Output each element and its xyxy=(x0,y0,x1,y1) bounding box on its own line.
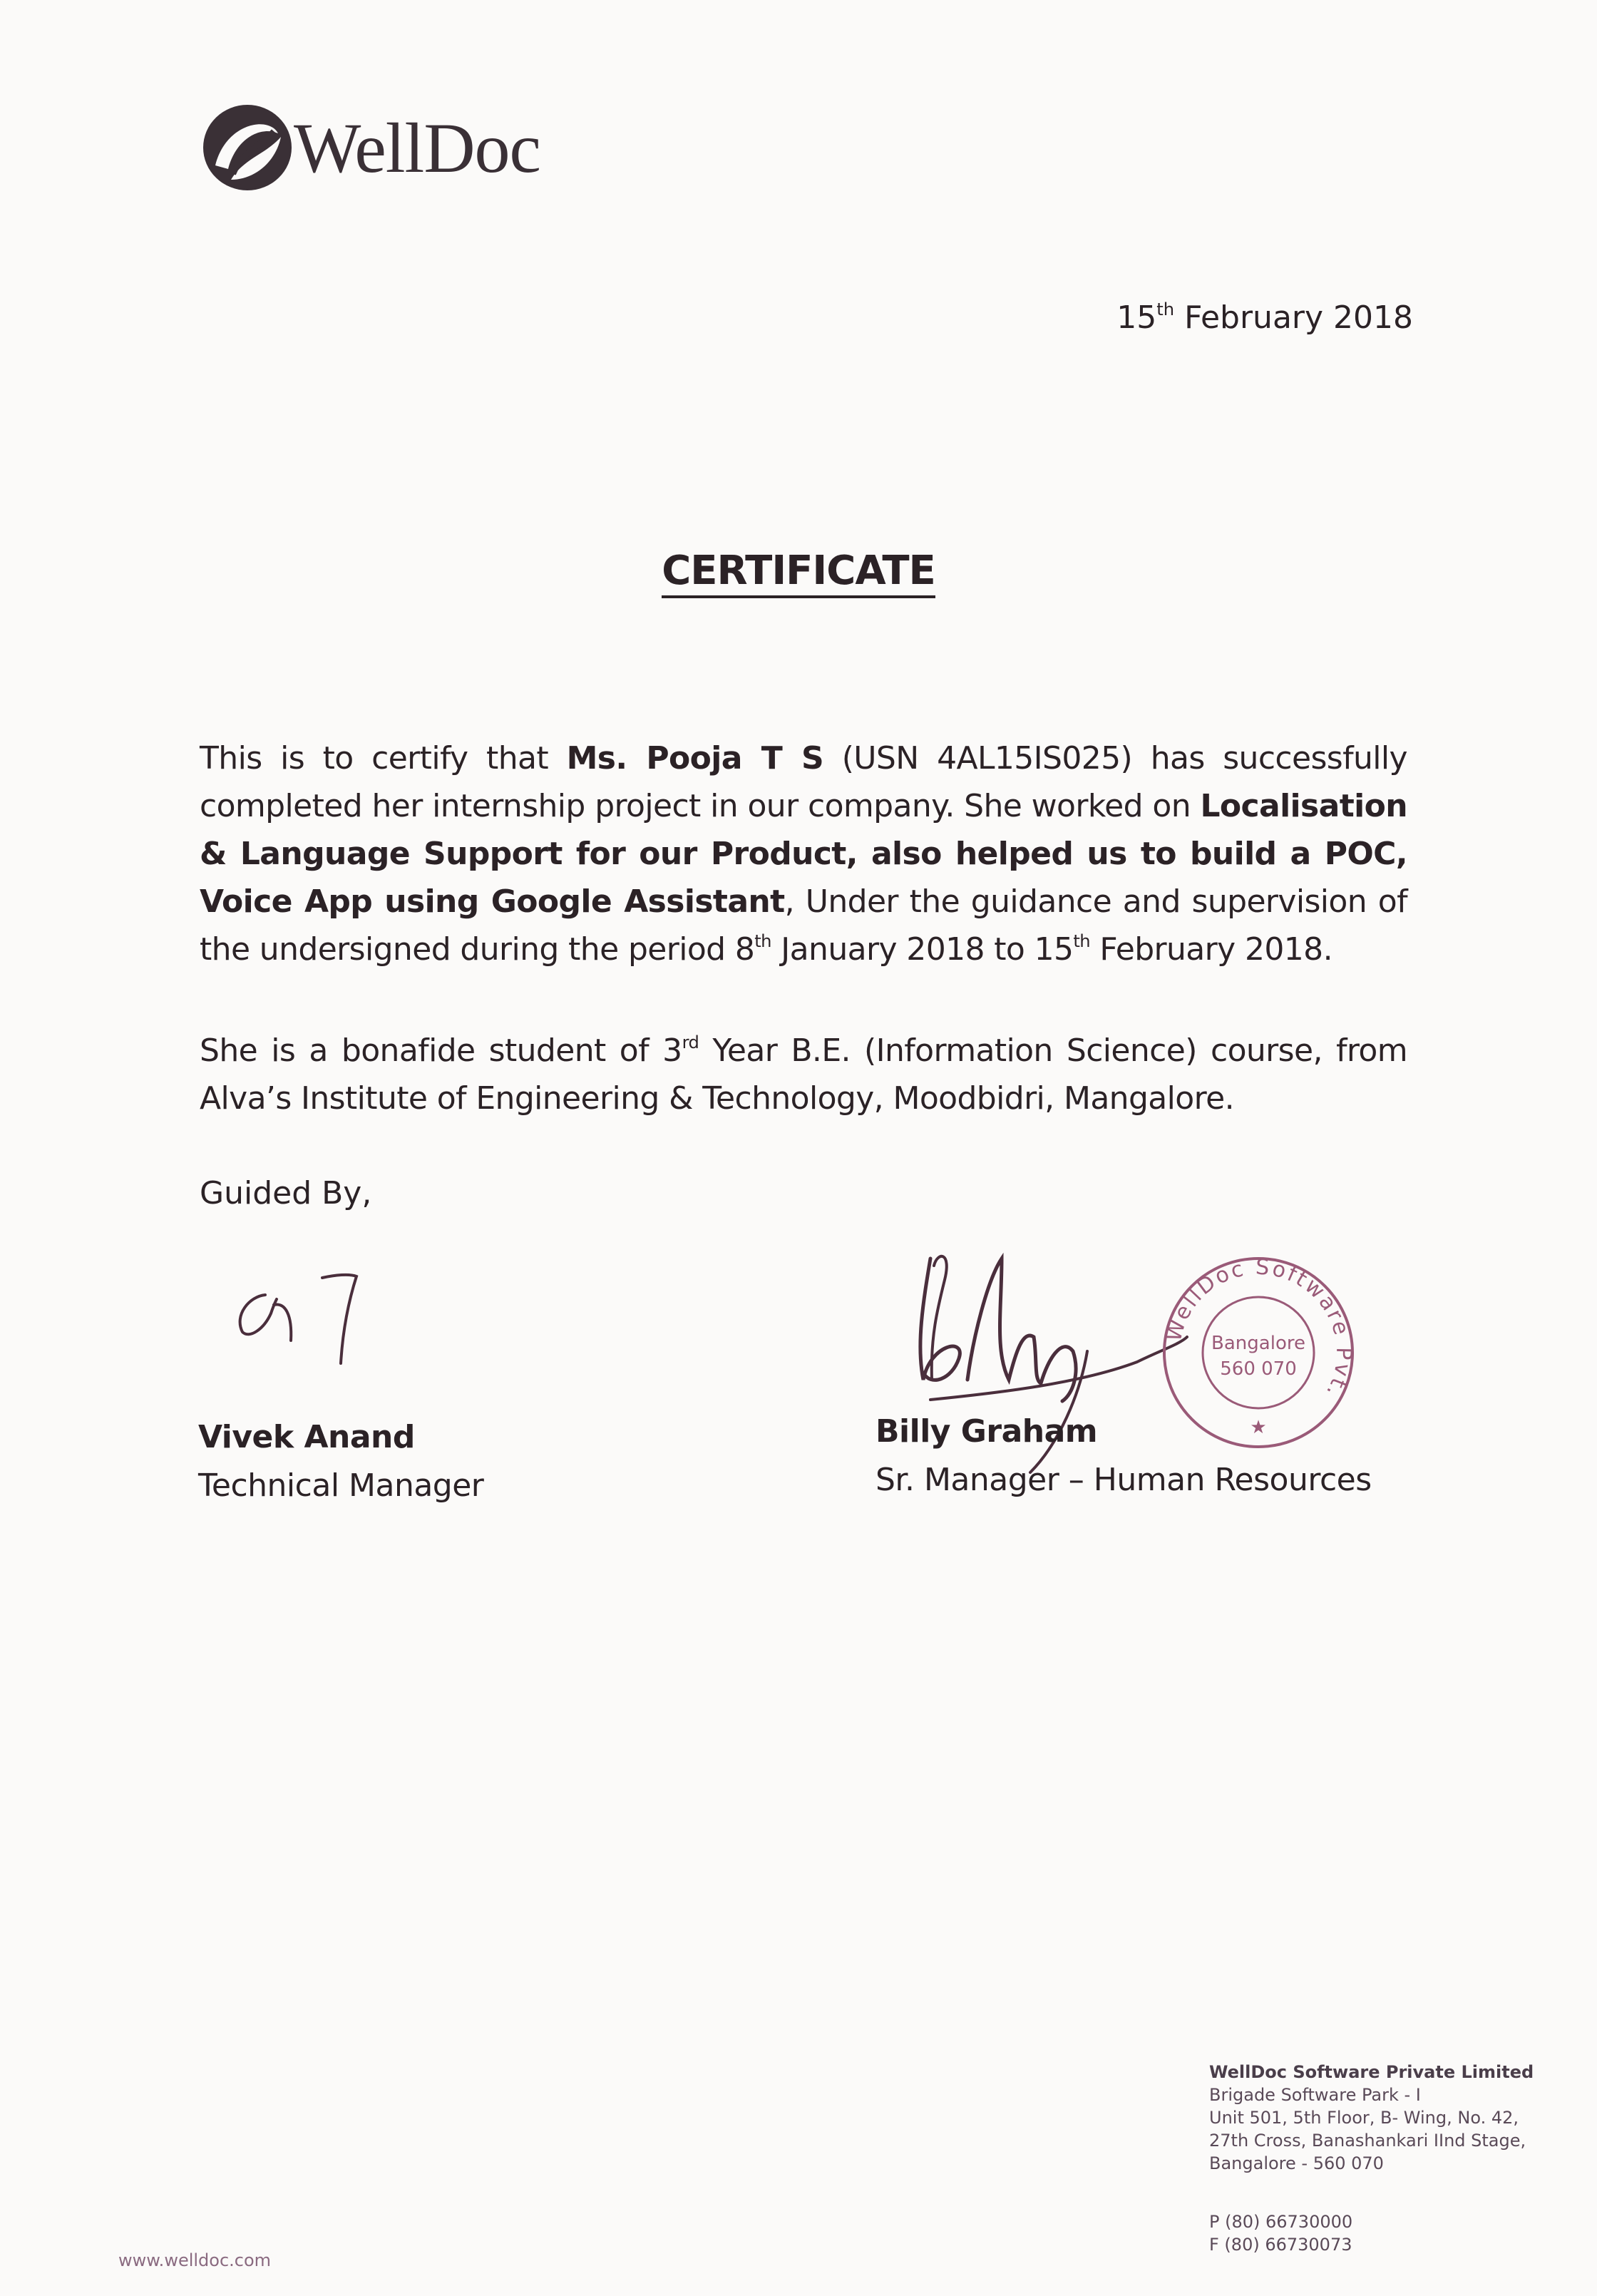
p1-text-2: (USN 4AL15IS025) has successfully completed her internship project in our company. She worked on xyxy=(200,740,1407,824)
stamp-pincode: 560 070 xyxy=(1220,1358,1297,1380)
footer-address-line: Unit 501, 5th Floor, B- Wing, No. 42, xyxy=(1209,2108,1519,2128)
company-stamp xyxy=(1155,1249,1362,1456)
welldoc-logo xyxy=(194,94,593,201)
footer-phone: P (80) 66730000 xyxy=(1209,2212,1353,2232)
welldoc-wordmark: WellDoc xyxy=(294,108,540,188)
stamp-star-icon: ★ xyxy=(1250,1417,1267,1438)
signatory-name-1: Vivek Anand xyxy=(198,1419,415,1455)
page-title xyxy=(0,548,1597,594)
date-suffix: th xyxy=(1156,299,1175,319)
footer-company-name: WellDoc Software Private Limited xyxy=(1209,2062,1534,2082)
signatory-role-1: Technical Manager xyxy=(198,1467,484,1504)
signatory-name-2: Billy Graham xyxy=(875,1413,1098,1450)
intern-name: Ms. Pooja T S xyxy=(566,740,824,777)
project-description: Localisation & Language Support for our Product, also helped us to build a POC, Voice App using Google Assistant xyxy=(200,788,1407,920)
footer-address-line: Bangalore - 560 070 xyxy=(1209,2153,1384,2173)
p1-sup-1: th xyxy=(754,931,771,951)
footer-fax: F (80) 66730073 xyxy=(1209,2235,1352,2255)
welldoc-logo-icon xyxy=(194,94,301,201)
website-link[interactable]: www.welldoc.com xyxy=(118,2250,272,2270)
p2-sup-1: rd xyxy=(682,1032,699,1052)
footer-address-line: Brigade Software Park - I xyxy=(1209,2085,1421,2105)
vivek-signature xyxy=(221,1255,406,1383)
footer-contact xyxy=(1209,2210,1352,2256)
p2-text-1: She is a bonafide student of 3 xyxy=(200,1032,682,1069)
footer-address-block xyxy=(1209,2061,1534,2175)
title-text: CERTIFICATE xyxy=(662,548,935,598)
certification-paragraph xyxy=(200,734,1407,973)
guided-by-label: Guided By, xyxy=(200,1175,372,1211)
p1-text-3: , Under the guidance and supervision of the undersigned during the period 8 xyxy=(200,883,1407,968)
p1-text-4: January 2018 to 15 xyxy=(771,931,1074,968)
p1-text-1: This is to certify that xyxy=(200,740,567,777)
letter-date xyxy=(1116,299,1413,336)
signatory-role-2: Sr. Manager – Human Resources xyxy=(875,1462,1372,1498)
p2-text-2: Year B.E. (Information Science) course, from Alva’s Institute of Engineering & Technology, Moodbidri, Mangalore. xyxy=(200,1032,1407,1117)
p1-sup-2: th xyxy=(1073,931,1091,951)
p1-text-5: February 2018. xyxy=(1090,931,1332,968)
date-day: 15 xyxy=(1116,299,1157,336)
stamp-ring-text: WellDoc Software Pvt. xyxy=(1161,1254,1357,1404)
footer-address-line: 27th Cross, Banashankari IInd Stage, xyxy=(1209,2131,1526,2151)
date-rest: February 2018 xyxy=(1174,299,1413,336)
stamp-city: Bangalore xyxy=(1211,1333,1305,1354)
student-paragraph xyxy=(200,1027,1407,1122)
